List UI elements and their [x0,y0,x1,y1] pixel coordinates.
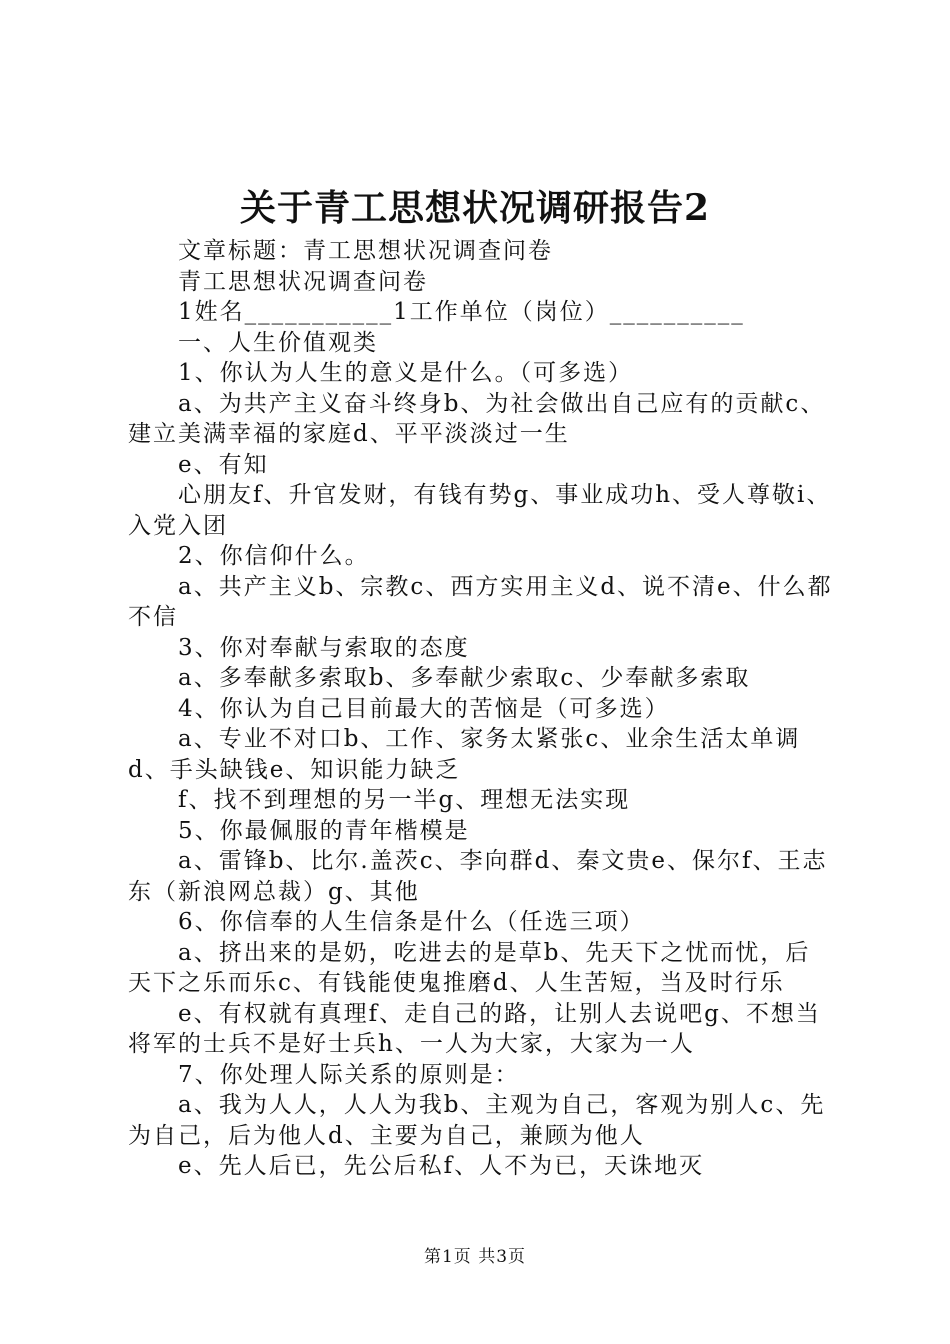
paragraph: f、找不到理想的另一半g、理想无法实现 [178,787,631,813]
paragraph: 3、你对奉献与索取的态度 [178,634,470,661]
paragraph: 心朋友f、升官发财，有钱有势g、事业成功h、受人尊敬i、入党入团 [128,482,832,539]
paragraph: a、多奉献多索取b、多奉献少索取c、少奉献多索取 [178,665,751,691]
paragraph: a、专业不对口b、工作、家务太紧张c、业余生活太单调d、手头缺钱e、知识能力缺乏 [128,726,801,783]
paragraph: a、为共产主义奋斗终身b、为社会做出自己应有的贡献c、建立美满幸福的家庭d、平平淡淡过一生 [128,390,826,447]
paragraph: 7、你处理人际关系的原则是： [178,1061,520,1088]
paragraph: 文章标题：青工思想状况调查问卷 [178,238,553,264]
paragraph: 1、你认为人生的意义是什么。（可多选） [178,360,634,386]
paragraph: e、有知 [178,451,269,478]
page-footer: 第1页 共3页 [423,1247,527,1267]
paragraph: 1姓名___________1工作单位（岗位）__________ [178,299,745,325]
paragraph: 6、你信奉的人生信条是什么（任选三项） [178,909,645,935]
document-title: 关于青工思想状况调研报告2 [239,187,711,229]
paragraph: 5、你最佩服的青年楷模是 [178,817,470,844]
paragraph: a、挤出来的是奶，吃进去的是草b、先天下之忧而忧，后天下之乐而乐c、有钱能使鬼推磨d、人生苦短，当及时行乐 [128,939,811,996]
paragraph: 一、人生价值观类 [178,329,378,356]
paragraph: 4、你认为自己目前最大的苦恼是（可多选） [178,695,670,722]
paragraph: a、共产主义b、宗教c、西方实用主义d、说不清e、什么都不信 [128,573,833,630]
paragraph: e、先人后已，先公后私f、人不为已，天诛地灭 [178,1153,705,1179]
paragraph: a、我为人人，人人为我b、主观为自己，客观为别人c、先为自己，后为他人d、主要为自己，兼顾为他人 [128,1092,826,1149]
document-body [128,236,834,1182]
paragraph: 青工思想状况调查问卷 [178,268,428,295]
paragraph: a、雷锋b、比尔.盖茨c、李向群d、秦文贵e、保尔f、王志东（新浪网总裁）g、其他 [128,848,828,905]
paragraph: 2、你信仰什么。 [178,543,370,569]
paragraph: e、有权就有真理f、走自己的路，让别人去说吧g、不想当将军的士兵不是好士兵h、一人为大家，大家为一人 [128,1000,821,1057]
